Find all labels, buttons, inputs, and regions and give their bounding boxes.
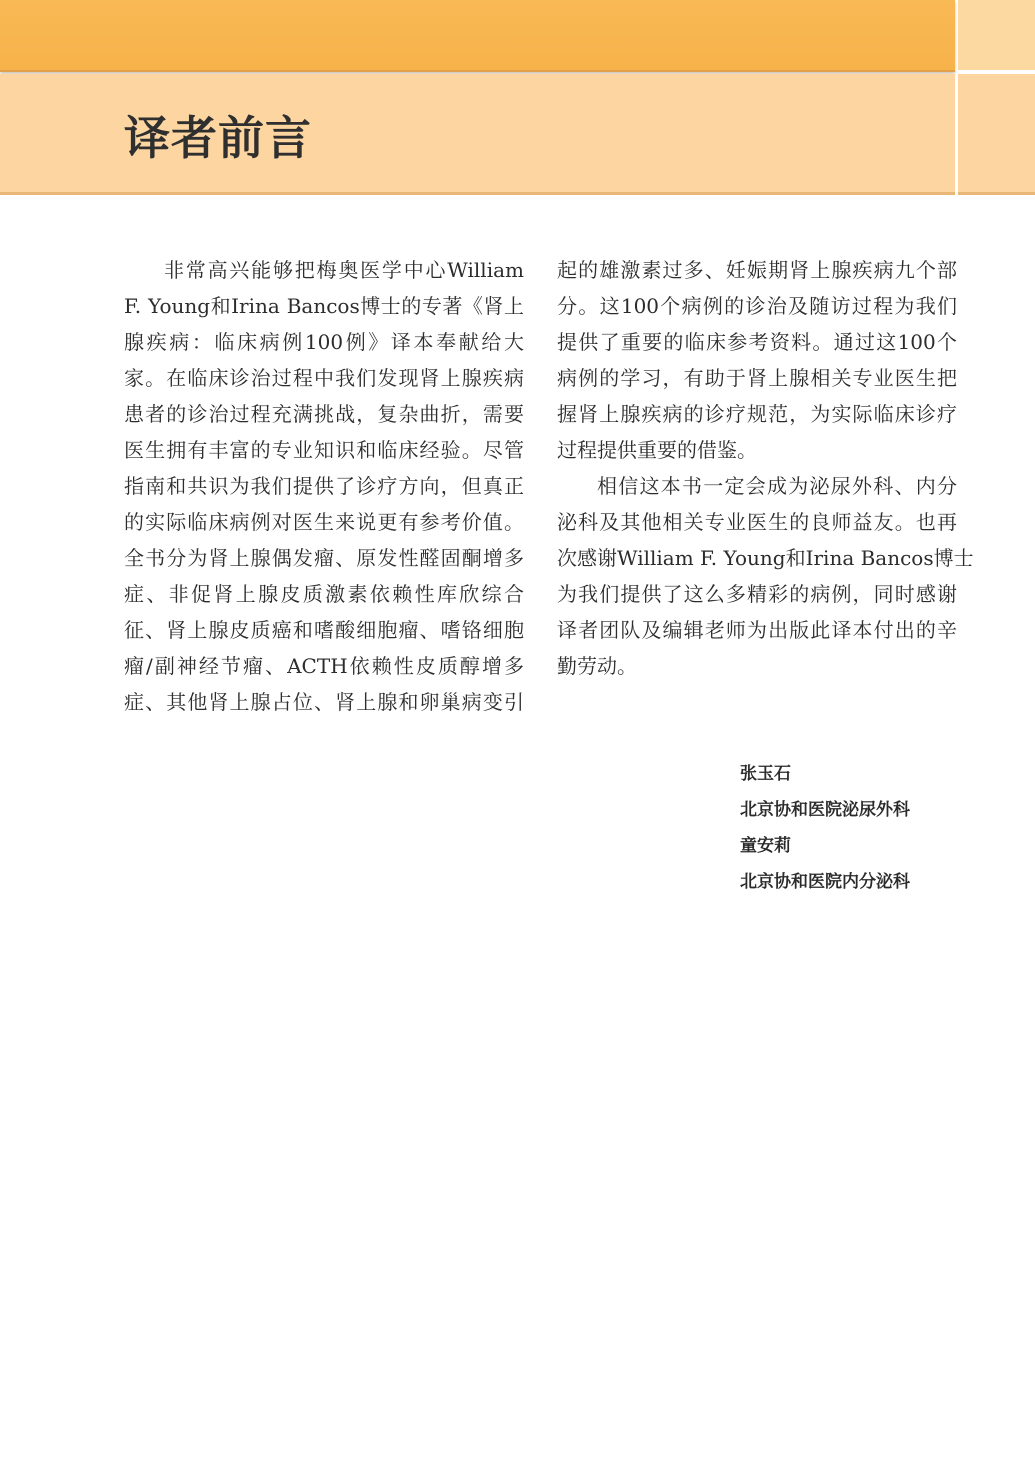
signature-block (740, 756, 910, 900)
text-line: 相信这本书一定会成为泌尿外科、内分 (597, 474, 957, 498)
translator-affiliation-1: 北京协和医院泌尿外科 (740, 800, 910, 820)
left-text-column (124, 252, 524, 720)
header-top-band (0, 0, 955, 72)
header-top-right-tab (958, 0, 1035, 70)
text-line: 瘤/副神经节瘤、ACTH依赖性皮质醇增多 (124, 654, 524, 678)
translator-affiliation-2: 北京协和医院内分泌科 (740, 872, 910, 892)
text-line: 过程提供重要的借鉴。 (557, 438, 757, 462)
text-line: 症、非促肾上腺皮质激素依赖性库欣综合 (124, 582, 524, 606)
text-line: 指南和共识为我们提供了诊疗方向，但真正 (124, 474, 524, 498)
text-line: 征、肾上腺皮质癌和嗜酸细胞瘤、嗜铬细胞 (124, 618, 524, 642)
text-line: 病例的学习，有助于肾上腺相关专业医生把 (557, 366, 957, 390)
text-line: 医生拥有丰富的专业知识和临床经验。尽管 (124, 438, 524, 462)
text-line: 次感谢William F. Young和Irina Bancos博士 (557, 546, 974, 570)
text-line: 症、其他肾上腺占位、肾上腺和卵巢病变引 (124, 690, 524, 714)
text-line: 非常高兴能够把梅奥医学中心William (164, 258, 524, 282)
text-line: 分。这100个病例的诊治及随访过程为我们 (557, 294, 957, 318)
text-line: 译者团队及编辑老师为出版此译本付出的辛 (557, 618, 957, 642)
right-text-column (557, 252, 974, 684)
text-line: 勤劳动。 (557, 654, 637, 678)
text-line: F. Young和Irina Bancos博士的专著《肾上 (124, 294, 524, 318)
text-line: 全书分为肾上腺偶发瘤、原发性醛固酮增多 (124, 546, 524, 570)
translator-name-2: 童安莉 (740, 836, 791, 856)
translator-name-1: 张玉石 (740, 764, 791, 784)
text-line: 起的雄激素过多、妊娠期肾上腺疾病九个部 (557, 258, 957, 282)
text-line: 患者的诊治过程充满挑战，复杂曲折，需要 (124, 402, 524, 426)
text-line: 为我们提供了这么多精彩的病例，同时感谢 (557, 582, 957, 606)
text-line: 家。在临床诊治过程中我们发现肾上腺疾病 (124, 366, 524, 390)
text-line: 泌科及其他相关专业医生的良师益友。也再 (557, 510, 957, 534)
text-line: 腺疾病：临床病例100例》译本奉献给大 (124, 330, 524, 354)
header-title-right-tab (958, 74, 1035, 195)
text-line: 提供了重要的临床参考资料。通过这100个 (557, 330, 957, 354)
text-line: 握肾上腺疾病的诊疗规范，为实际临床诊疗 (557, 402, 957, 426)
page-title: 译者前言 (124, 111, 312, 165)
text-line: 的实际临床病例对医生来说更有参考价值。 (124, 510, 524, 534)
